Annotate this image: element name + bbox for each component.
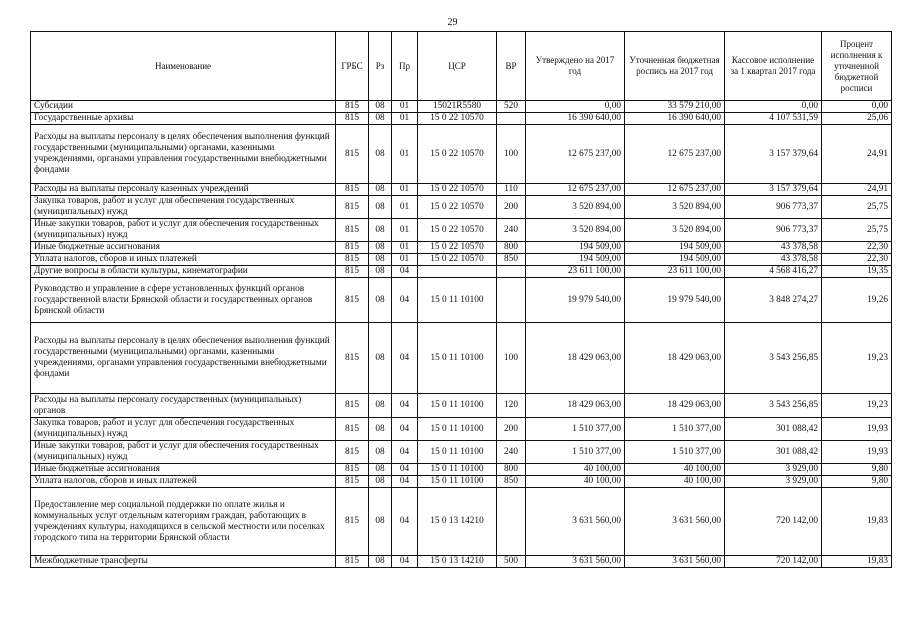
cell-cash: 4 568 416,27 <box>725 266 822 278</box>
header-csr: ЦСР <box>418 32 497 101</box>
cell-refined: 12 675 237,00 <box>625 125 725 184</box>
cell-refined: 40 100,00 <box>625 476 725 488</box>
cell-csr: 15 0 11 10100 <box>418 323 497 394</box>
cell-percent: 19,83 <box>822 556 892 568</box>
table-row <box>31 278 892 323</box>
cell-refined: 18 429 063,00 <box>625 323 725 394</box>
cell-pr: 04 <box>392 394 418 418</box>
cell-vr: 120 <box>497 394 526 418</box>
header-rz: Рз <box>369 32 392 101</box>
cell-rz: 08 <box>369 101 392 113</box>
cell-name: Расходы на выплаты персоналу государственных (муниципальных) органов <box>31 394 336 418</box>
cell-rz: 08 <box>369 219 392 242</box>
cell-grbs: 815 <box>336 464 369 476</box>
cell-rz: 08 <box>369 113 392 125</box>
cell-vr: 240 <box>497 441 526 464</box>
cell-refined: 19 979 540,00 <box>625 278 725 323</box>
cell-pr: 04 <box>392 323 418 394</box>
cell-csr: 15 0 22 10570 <box>418 113 497 125</box>
cell-rz: 08 <box>369 278 392 323</box>
header-vr: ВР <box>497 32 526 101</box>
cell-approved: 18 429 063,00 <box>526 323 625 394</box>
cell-percent: 9,80 <box>822 476 892 488</box>
cell-grbs: 815 <box>336 113 369 125</box>
cell-name: Иные закупки товаров, работ и услуг для обеспечения государственных (муниципальных) нужд <box>31 441 336 464</box>
cell-approved: 3 520 894,00 <box>526 219 625 242</box>
header-grbs: ГРБС <box>336 32 369 101</box>
cell-csr: 15 0 11 10100 <box>418 418 497 441</box>
table-header-row <box>31 32 892 101</box>
cell-rz: 08 <box>369 125 392 184</box>
cell-csr: 15 0 22 10570 <box>418 219 497 242</box>
cell-pr: 01 <box>392 242 418 254</box>
cell-vr: 520 <box>497 101 526 113</box>
cell-approved: 40 100,00 <box>526 476 625 488</box>
table-row <box>31 323 892 394</box>
page-number: 29 <box>447 17 458 28</box>
cell-grbs: 815 <box>336 394 369 418</box>
cell-rz: 08 <box>369 184 392 196</box>
cell-percent: 19,93 <box>822 418 892 441</box>
cell-approved: 1 510 377,00 <box>526 441 625 464</box>
cell-csr: 15 0 13 14210 <box>418 488 497 556</box>
cell-name: Государственные архивы <box>31 113 336 125</box>
cell-approved: 23 611 100,00 <box>526 266 625 278</box>
cell-refined: 23 611 100,00 <box>625 266 725 278</box>
cell-grbs: 815 <box>336 184 369 196</box>
cell-name: Субсидии <box>31 101 336 113</box>
cell-pr: 04 <box>392 278 418 323</box>
cell-refined: 3 631 560,00 <box>625 488 725 556</box>
cell-grbs: 815 <box>336 254 369 266</box>
cell-rz: 08 <box>369 488 392 556</box>
table-row <box>31 184 892 196</box>
cell-percent: 19,23 <box>822 394 892 418</box>
cell-rz: 08 <box>369 418 392 441</box>
cell-refined: 3 631 560,00 <box>625 556 725 568</box>
cell-vr: 100 <box>497 125 526 184</box>
cell-percent: 22,30 <box>822 242 892 254</box>
cell-csr: 15 0 22 10570 <box>418 196 497 219</box>
cell-vr: 200 <box>497 196 526 219</box>
cell-pr: 04 <box>392 476 418 488</box>
cell-refined: 12 675 237,00 <box>625 184 725 196</box>
cell-name: Другие вопросы в области культуры, кинематографии <box>31 266 336 278</box>
cell-cash: 3 929,00 <box>725 476 822 488</box>
cell-approved: 18 429 063,00 <box>526 394 625 418</box>
cell-vr: 500 <box>497 556 526 568</box>
table-row <box>31 101 892 113</box>
header-pr: Пр <box>392 32 418 101</box>
cell-approved: 12 675 237,00 <box>526 125 625 184</box>
cell-percent: 19,83 <box>822 488 892 556</box>
cell-refined: 1 510 377,00 <box>625 441 725 464</box>
cell-cash: 43 378,58 <box>725 254 822 266</box>
cell-percent: 9,80 <box>822 464 892 476</box>
cell-cash: 3 848 274,27 <box>725 278 822 323</box>
cell-name: Уплата налогов, сборов и иных платежей <box>31 254 336 266</box>
cell-rz: 08 <box>369 242 392 254</box>
table-row <box>31 441 892 464</box>
cell-refined: 194 509,00 <box>625 254 725 266</box>
table-body <box>31 101 892 568</box>
cell-cash: 43 378,58 <box>725 242 822 254</box>
cell-csr: 15 0 13 14210 <box>418 556 497 568</box>
table-row <box>31 242 892 254</box>
cell-percent: 19,26 <box>822 278 892 323</box>
cell-csr: 15021R5580 <box>418 101 497 113</box>
cell-percent: 25,75 <box>822 196 892 219</box>
cell-approved: 12 675 237,00 <box>526 184 625 196</box>
table-row <box>31 418 892 441</box>
cell-approved: 40 100,00 <box>526 464 625 476</box>
cell-pr: 01 <box>392 254 418 266</box>
cell-approved: 1 510 377,00 <box>526 418 625 441</box>
cell-grbs: 815 <box>336 196 369 219</box>
table-row <box>31 488 892 556</box>
cell-cash: 720 142,00 <box>725 556 822 568</box>
cell-rz: 08 <box>369 476 392 488</box>
cell-csr: 15 0 11 10100 <box>418 394 497 418</box>
cell-rz: 08 <box>369 323 392 394</box>
cell-approved: 16 390 640,00 <box>526 113 625 125</box>
cell-approved: 19 979 540,00 <box>526 278 625 323</box>
cell-percent: 25,06 <box>822 113 892 125</box>
cell-approved: 3 520 894,00 <box>526 196 625 219</box>
cell-csr <box>418 266 497 278</box>
cell-refined: 1 510 377,00 <box>625 418 725 441</box>
cell-grbs: 815 <box>336 242 369 254</box>
cell-pr: 04 <box>392 556 418 568</box>
cell-name: Расходы на выплаты персоналу казенных учреждений <box>31 184 336 196</box>
cell-pr: 04 <box>392 266 418 278</box>
cell-vr: 800 <box>497 464 526 476</box>
cell-name: Иные бюджетные ассигнования <box>31 464 336 476</box>
cell-refined: 194 509,00 <box>625 242 725 254</box>
header-name: Наименование <box>31 32 336 101</box>
cell-csr: 15 0 11 10100 <box>418 441 497 464</box>
cell-pr: 01 <box>392 101 418 113</box>
table-row <box>31 219 892 242</box>
cell-name: Иные бюджетные ассигнования <box>31 242 336 254</box>
cell-csr: 15 0 11 10100 <box>418 476 497 488</box>
cell-grbs: 815 <box>336 125 369 184</box>
cell-rz: 08 <box>369 394 392 418</box>
cell-csr: 15 0 22 10570 <box>418 254 497 266</box>
cell-grbs: 815 <box>336 219 369 242</box>
table-row <box>31 113 892 125</box>
cell-pr: 01 <box>392 184 418 196</box>
cell-vr <box>497 488 526 556</box>
cell-vr: 100 <box>497 323 526 394</box>
cell-percent: 25,75 <box>822 219 892 242</box>
cell-vr: 850 <box>497 476 526 488</box>
cell-grbs: 815 <box>336 278 369 323</box>
cell-cash: 301 088,42 <box>725 441 822 464</box>
cell-pr: 01 <box>392 125 418 184</box>
cell-approved: 0,00 <box>526 101 625 113</box>
cell-csr: 15 0 22 10570 <box>418 184 497 196</box>
table-row <box>31 476 892 488</box>
table-row <box>31 464 892 476</box>
cell-percent: 19,35 <box>822 266 892 278</box>
cell-name: Межбюджетные трансферты <box>31 556 336 568</box>
header-refined: Уточненная бюджетная роспись на 2017 год <box>625 32 725 101</box>
cell-cash: 3 157 379,64 <box>725 184 822 196</box>
cell-csr: 15 0 11 10100 <box>418 464 497 476</box>
cell-grbs: 815 <box>336 418 369 441</box>
cell-percent: 0,00 <box>822 101 892 113</box>
cell-vr: 110 <box>497 184 526 196</box>
cell-refined: 40 100,00 <box>625 464 725 476</box>
cell-refined: 3 520 894,00 <box>625 196 725 219</box>
cell-name: Расходы на выплаты персоналу в целях обеспечения выполнения функций государственными (муниципальными) органами, казенными учреждениями, органами управления государственными внебюджетными фондами <box>31 323 336 394</box>
cell-percent: 24,91 <box>822 184 892 196</box>
cell-grbs: 815 <box>336 101 369 113</box>
cell-name: Уплата налогов, сборов и иных платежей <box>31 476 336 488</box>
cell-name: Закупка товаров, работ и услуг для обеспечения государственных (муниципальных) нужд <box>31 196 336 219</box>
header-cash: Кассовое исполнение за 1 квартал 2017 года <box>725 32 822 101</box>
cell-cash: 301 088,42 <box>725 418 822 441</box>
cell-grbs: 815 <box>336 476 369 488</box>
cell-grbs: 815 <box>336 323 369 394</box>
cell-cash: 3 929,00 <box>725 464 822 476</box>
table-row <box>31 556 892 568</box>
cell-vr: 800 <box>497 242 526 254</box>
cell-percent: 19,23 <box>822 323 892 394</box>
cell-cash: 0,00 <box>725 101 822 113</box>
cell-pr: 01 <box>392 113 418 125</box>
cell-rz: 08 <box>369 266 392 278</box>
cell-vr <box>497 278 526 323</box>
cell-csr: 15 0 22 10570 <box>418 125 497 184</box>
cell-cash: 906 773,37 <box>725 219 822 242</box>
cell-vr: 850 <box>497 254 526 266</box>
cell-name: Иные закупки товаров, работ и услуг для обеспечения государственных (муниципальных) нужд <box>31 219 336 242</box>
cell-csr: 15 0 22 10570 <box>418 242 497 254</box>
cell-approved: 3 631 560,00 <box>526 488 625 556</box>
cell-rz: 08 <box>369 464 392 476</box>
cell-pr: 04 <box>392 464 418 476</box>
header-approved: Утверждено на 2017 год <box>526 32 625 101</box>
cell-percent: 19,93 <box>822 441 892 464</box>
cell-name: Руководство и управление в сфере установленных функций органов государственной власти Брянской области и государственных органов Брянской области <box>31 278 336 323</box>
cell-name: Расходы на выплаты персоналу в целях обеспечения выполнения функций государственными (муниципальными) органами, казенными учреждениями, органами управления государственными внебюджетными фондами <box>31 125 336 184</box>
cell-cash: 4 107 531,59 <box>725 113 822 125</box>
table-row <box>31 394 892 418</box>
cell-percent: 24,91 <box>822 125 892 184</box>
cell-name: Закупка товаров, работ и услуг для обеспечения государственных (муниципальных) нужд <box>31 418 336 441</box>
cell-vr <box>497 113 526 125</box>
cell-approved: 194 509,00 <box>526 242 625 254</box>
cell-cash: 3 543 256,85 <box>725 323 822 394</box>
cell-refined: 3 520 894,00 <box>625 219 725 242</box>
cell-cash: 3 543 256,85 <box>725 394 822 418</box>
cell-pr: 04 <box>392 488 418 556</box>
cell-cash: 720 142,00 <box>725 488 822 556</box>
cell-pr: 04 <box>392 418 418 441</box>
cell-percent: 22,30 <box>822 254 892 266</box>
cell-rz: 08 <box>369 196 392 219</box>
cell-vr <box>497 266 526 278</box>
header-percent: Процент исполнения к уточненной бюджетной росписи <box>822 32 892 101</box>
cell-grbs: 815 <box>336 266 369 278</box>
cell-pr: 04 <box>392 441 418 464</box>
cell-rz: 08 <box>369 441 392 464</box>
cell-rz: 08 <box>369 556 392 568</box>
cell-cash: 3 157 379,64 <box>725 125 822 184</box>
cell-vr: 240 <box>497 219 526 242</box>
cell-vr: 200 <box>497 418 526 441</box>
cell-pr: 01 <box>392 196 418 219</box>
cell-grbs: 815 <box>336 556 369 568</box>
table-row <box>31 266 892 278</box>
cell-csr: 15 0 11 10100 <box>418 278 497 323</box>
cell-pr: 01 <box>392 219 418 242</box>
cell-refined: 33 579 210,00 <box>625 101 725 113</box>
cell-approved: 194 509,00 <box>526 254 625 266</box>
cell-name: Предоставление мер социальной поддержки по оплате жилья и коммунальных услуг отдельным категориям граждан, работающих в учреждениях культуры, находящихся в сельской местности или поселках городского типа на территории Брянской области <box>31 488 336 556</box>
cell-approved: 3 631 560,00 <box>526 556 625 568</box>
cell-grbs: 815 <box>336 488 369 556</box>
table-row <box>31 196 892 219</box>
cell-refined: 16 390 640,00 <box>625 113 725 125</box>
table-row <box>31 254 892 266</box>
cell-cash: 906 773,37 <box>725 196 822 219</box>
cell-grbs: 815 <box>336 441 369 464</box>
cell-rz: 08 <box>369 254 392 266</box>
table-row <box>31 125 892 184</box>
budget-table <box>30 31 892 568</box>
cell-refined: 18 429 063,00 <box>625 394 725 418</box>
